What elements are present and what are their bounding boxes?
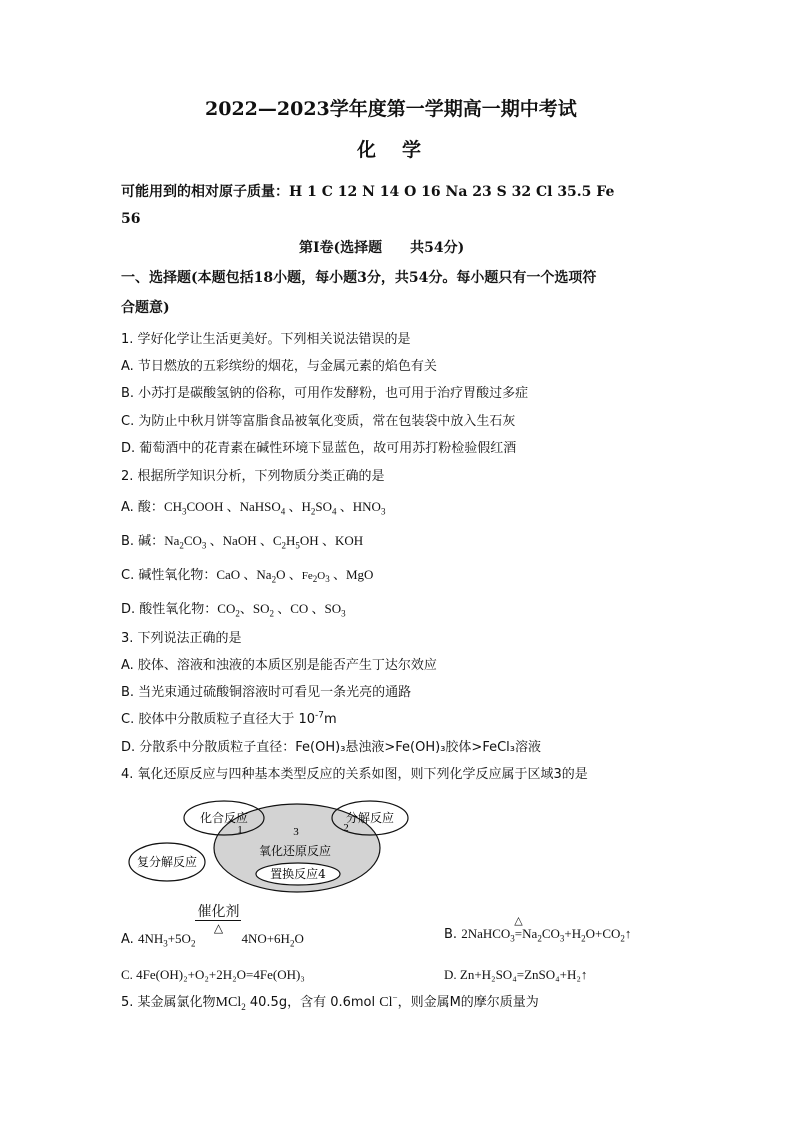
- q2-option-a: A. 酸：$CH_3COOH$ 、NaHSO$_4$ 、$H_2SO_4$ 、$HNO_3$: [121, 499, 386, 517]
- q1-stem: 1. 学好化学让生活更美好。下列相关说法错误的是: [121, 332, 411, 347]
- q3-stem: 3. 下列说法正确的是: [121, 631, 242, 646]
- part1-title: 第Ⅰ卷(选择题 共54分): [299, 240, 465, 256]
- q1-option-c: C. 为防止中秋月饼等富脂食品被氧化变质，常在包装袋中放入生石灰: [121, 414, 516, 429]
- q4-stem: 4. 氧化还原反应与四种基本类型反应的关系如图，则下列化学反应属于区域3的是: [121, 767, 588, 782]
- q3-option-d: D. 分散系中分散质粒子直径：Fe(OH)₃悬浊液>Fe(OH)₃胶体>FeCl₃溶液: [121, 740, 541, 755]
- q4-option-a: A. $4NH_3+5O_2$ $\frac{\text{催化剂}}{\triangle}$ $4NO+6H_2O$: [121, 904, 304, 949]
- q5-stem: 5. 某金属氯化物MCl$_2$ 40.5g，含有 0.6mol Cl−，则金属M的摩尔质量为: [121, 992, 539, 1012]
- decomposition-label: 分解反应: [345, 811, 395, 825]
- atomic-masses-line-1: 可能用到的相对原子质量：H 1 C 12 N 14 O 16 Na 23 S 32 Cl 35.5 Fe: [121, 184, 615, 200]
- q3-option-c: C. 胶体中分散质粒子直径大于 $10^{-7}m$: [121, 710, 337, 727]
- section1-heading-1: 一、选择题(本题包括18小题，每小题3分，共54分。每小题只有一个选项符: [121, 270, 597, 286]
- region-2-label: 2: [343, 822, 349, 834]
- q4-option-b: B. 2NaHCO$_3$ △ $=Na_2CO_3+H_2O+CO_2↑$: [444, 915, 632, 944]
- displacement-label: 置换反应4: [270, 867, 326, 881]
- region-1-label: 1: [237, 824, 243, 836]
- q2-option-c: C. 碱性氧化物：CaO 、$Na_2O$ 、$Fe_2O_3$ 、MgO: [121, 567, 374, 585]
- q2-stem: 2. 根据所学知识分析，下列物质分类正确的是: [121, 469, 385, 484]
- q3-option-a: A. 胶体、溶液和浊液的本质区别是能否产生丁达尔效应: [121, 658, 437, 673]
- combination-label: 化合反应: [199, 811, 249, 825]
- reaction-venn-diagram: [122, 796, 412, 896]
- q2-option-b: B. 碱：$Na_2CO_3$ 、NaOH 、$C_2H_5OH$ 、KOH: [121, 533, 364, 551]
- q1-option-d: D. 葡萄酒中的花青素在碱性环境下显蓝色，故可用苏打粉检验假红酒: [121, 441, 517, 456]
- section1-heading-2: 合题意): [121, 300, 170, 316]
- page-title: 2022—2023学年度第一学期高一期中考试: [205, 98, 577, 120]
- q4-option-c: C. 4Fe(OH)₂+O₂+2H₂O=4Fe(OH)₃: [121, 967, 305, 982]
- double-displacement-label: 复分解反应: [136, 855, 198, 869]
- q4-option-d: D. Zn+H₂SO₄=ZnSO₄+H₂↑: [444, 967, 588, 982]
- subject-title: 化学: [357, 139, 448, 161]
- q3-option-b: B. 当光束通过硫酸铜溶液时可看见一条光亮的通路: [121, 685, 412, 700]
- redox-label: 氧化还原反应: [258, 844, 332, 858]
- q1-option-a: A. 节日燃放的五彩缤纷的烟花，与金属元素的焰色有关: [121, 359, 437, 374]
- region-3-label: 3: [293, 826, 299, 838]
- q2-option-d: D. 酸性氧化物：$CO_2$、$SO_2$ 、CO 、$SO_3$: [121, 601, 346, 619]
- atomic-masses-line-2: 56: [121, 211, 141, 227]
- q1-option-b: B. 小苏打是碳酸氢钠的俗称，可用作发酵粉，也可用于治疗胃酸过多症: [121, 386, 529, 401]
